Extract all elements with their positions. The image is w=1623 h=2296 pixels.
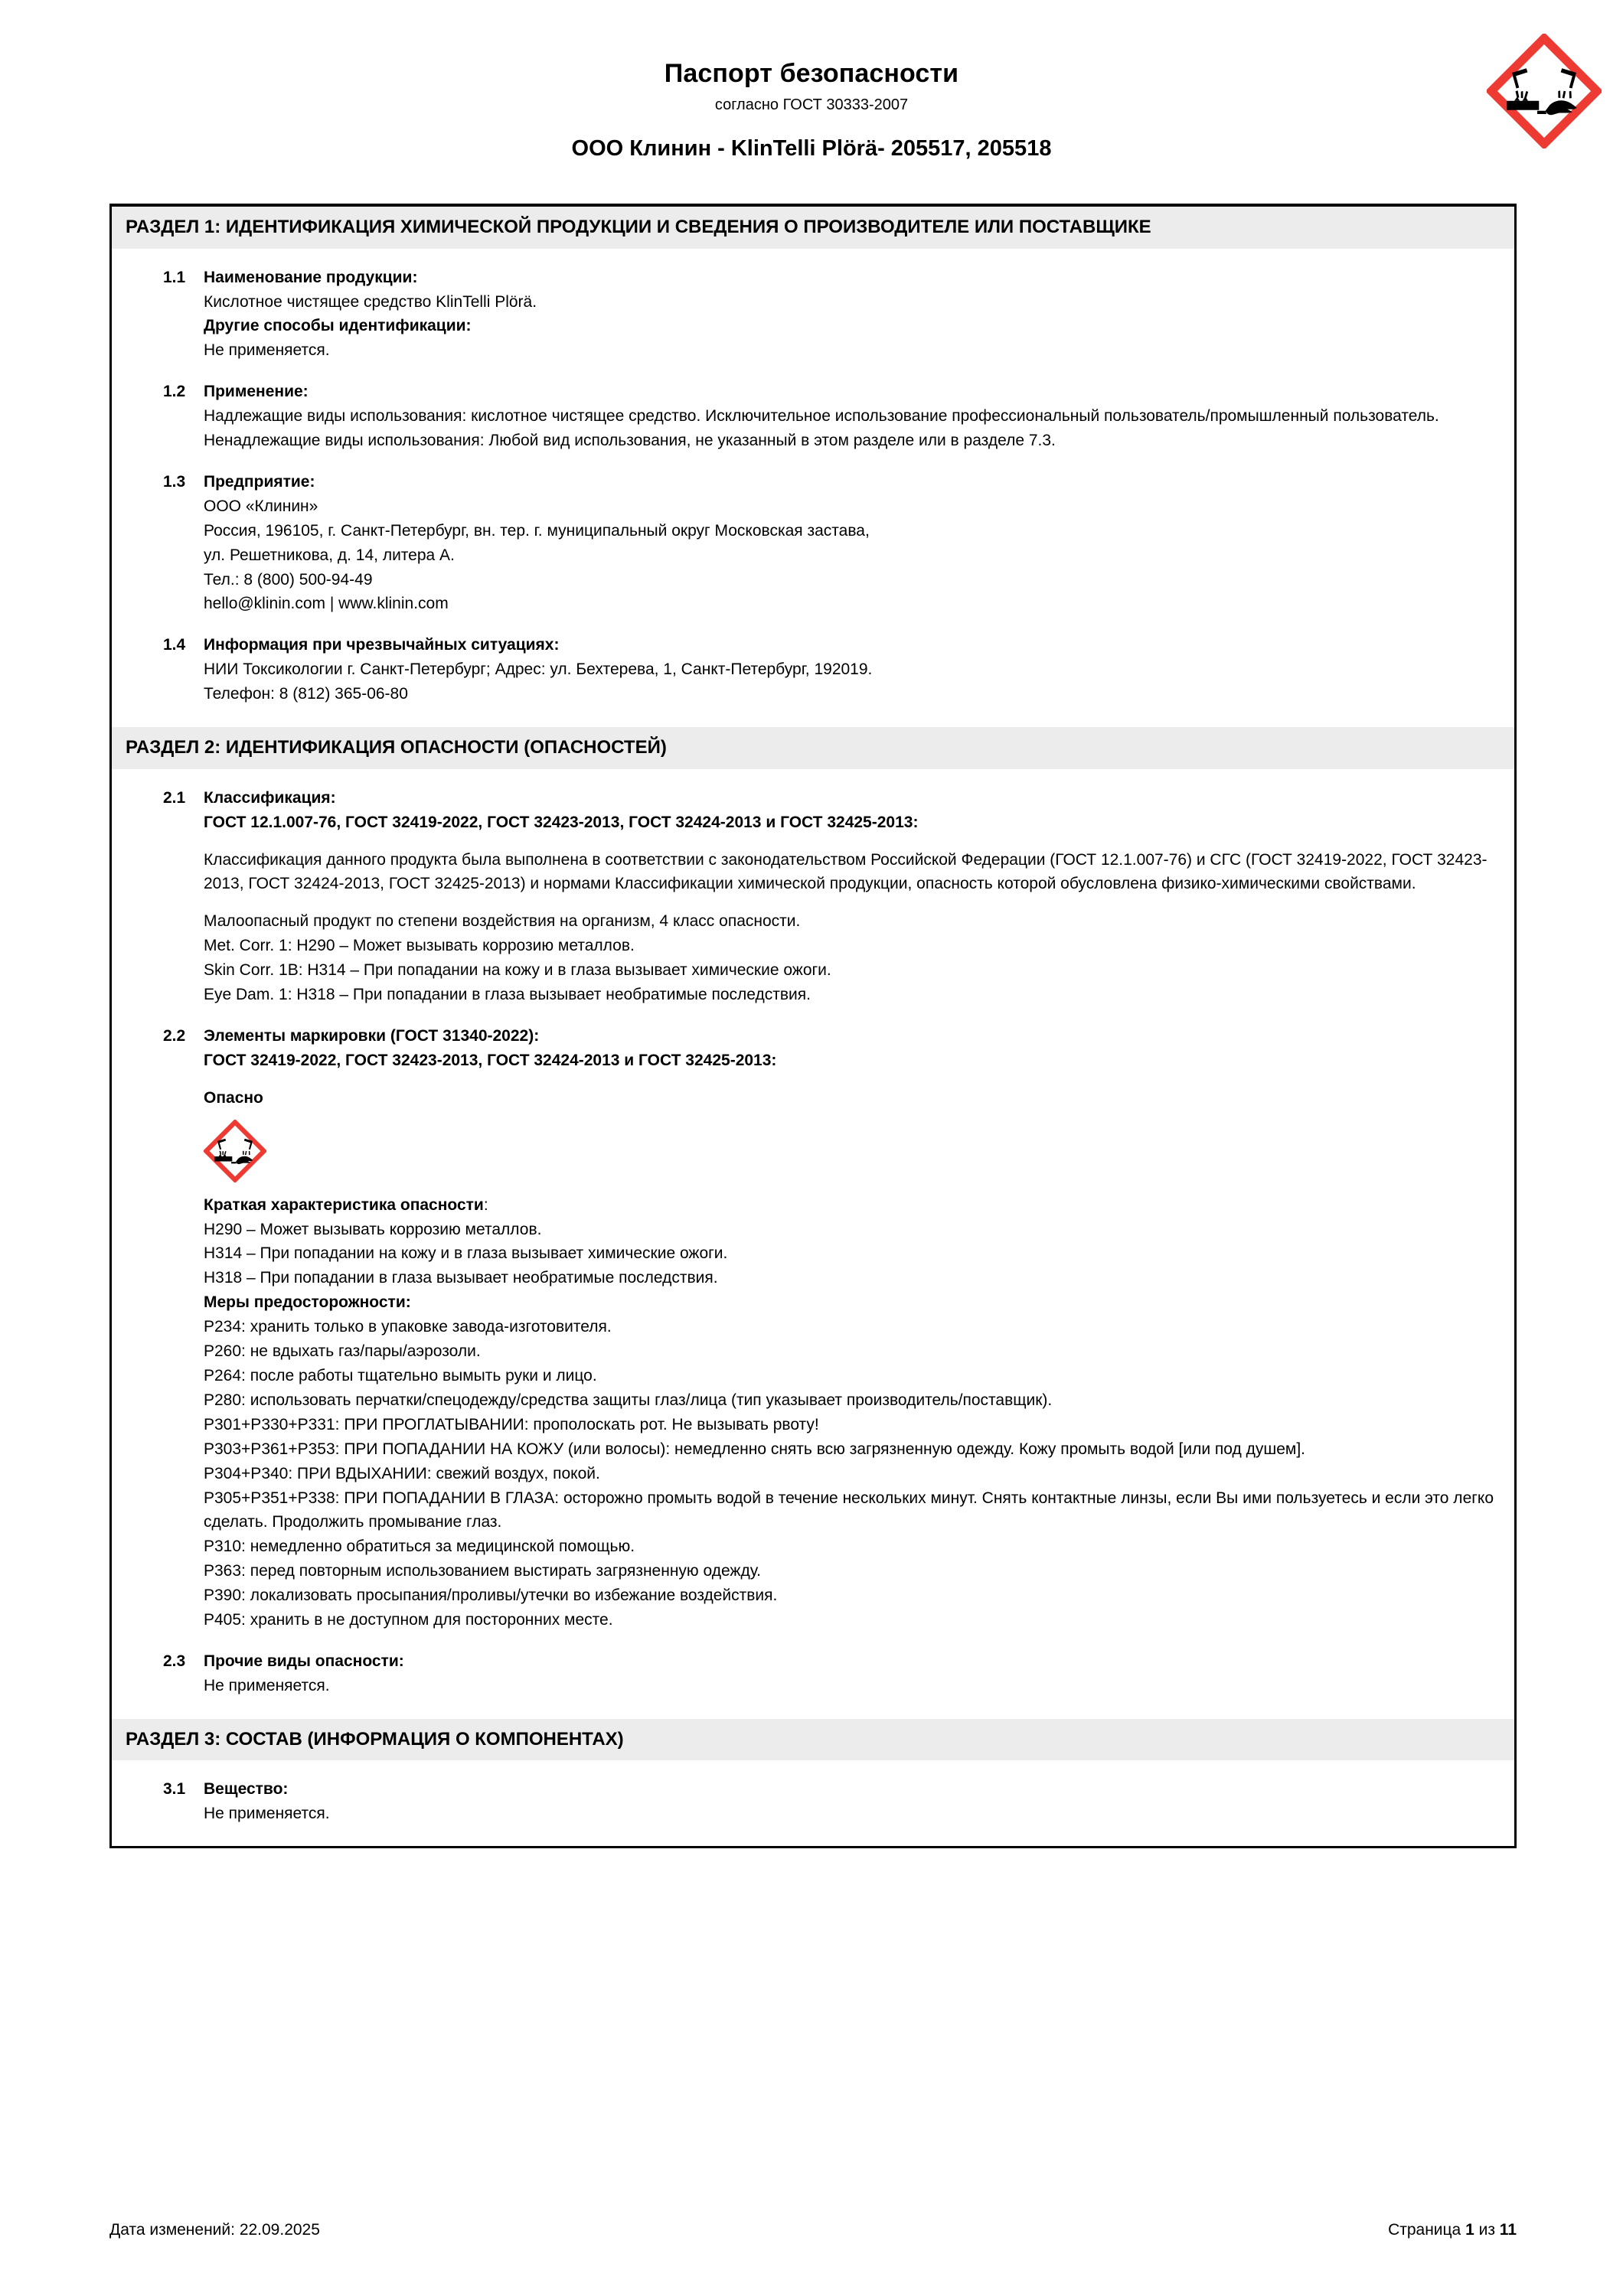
sds-content-frame xyxy=(109,204,1517,1848)
p-statement-item: P363: перед повторным использованием выстирать загрязненную одежду. xyxy=(204,1562,761,1580)
hazard-class-text: Малоопасный продукт по степени воздействия на организм, 4 класс опасности. xyxy=(204,912,801,931)
company-address-line-2: ул. Решетникова, д. 14, литера А. xyxy=(204,546,455,564)
ghs05-corrosion-pictogram xyxy=(204,1120,266,1182)
substance-value: Не применяется. xyxy=(204,1805,330,1823)
p-statement-item: P301+P330+P331: ПРИ ПРОГЛАТЫВАНИИ: прополоскать рот. Не вызывать рвоту! xyxy=(204,1415,819,1433)
entry-1-3 xyxy=(126,453,1501,616)
emergency-phone: Телефон: 8 (812) 365-06-80 xyxy=(204,685,408,703)
company-email-website: hello@klinin.com | www.klinin.com xyxy=(204,595,449,613)
section-body-3 xyxy=(112,1760,1514,1846)
other-identification-label: Другие способы идентификации: xyxy=(204,317,472,335)
hazard-statement-item: Met. Corr. 1: H290 – Может вызывать коррозию металлов. xyxy=(204,937,635,955)
page-indicator xyxy=(1388,2219,1517,2240)
p-statement-item: P310: немедленно обратиться за медицинской помощью. xyxy=(204,1538,635,1556)
use-label: Применение: xyxy=(204,383,309,401)
hazard-summary-heading-colon: : xyxy=(483,1195,488,1214)
entry-number: 3.1 xyxy=(163,1780,186,1799)
company-name: ООО «Клинин» xyxy=(204,497,318,515)
page-footer xyxy=(109,2219,1517,2240)
h-statement-item: H314 – При попадании на кожу и в глаза вызывает химические ожоги. xyxy=(204,1244,728,1263)
other-identification-value: Не применяется. xyxy=(204,341,330,360)
p-statement-item: P260: не вдыхать газ/пары/аэрозоли. xyxy=(204,1342,481,1361)
product-name-value: Кислотное чистящее средство KlinTelli Plörä. xyxy=(204,292,537,311)
page-indicator-current: 1 xyxy=(1465,2221,1474,2239)
company-phone: Тел.: 8 (800) 500-94-49 xyxy=(204,570,373,589)
p-statement-item: P390: локализовать просыпания/проливы/утечки во избежание воздействия. xyxy=(204,1587,778,1605)
revision-date: Дата изменений: 22.09.2025 xyxy=(109,2221,320,2239)
h-statement-item: H318 – При попадании в глаза вызывает необратимые последствия. xyxy=(204,1269,718,1287)
hazard-summary-heading xyxy=(204,1193,1501,1218)
hazard-statement-item: Skin Corr. 1B: H314 – При попадании на кожу и в глаза вызывает химические ожоги. xyxy=(204,961,831,980)
other-hazards-label: Прочие виды опасности: xyxy=(204,1652,404,1670)
other-hazards-value: Не применяется. xyxy=(204,1676,330,1694)
p-statement-item: P304+P340: ПРИ ВДЫХАНИИ: свежий воздух, покой. xyxy=(204,1464,600,1482)
entry-number: 2.3 xyxy=(163,1652,186,1670)
emergency-label: Информация при чрезвычайных ситуациях: xyxy=(204,636,560,654)
company-label: Предприятие: xyxy=(204,472,315,491)
document-standard-subtitle: согласно ГОСТ 30333-2007 xyxy=(714,96,909,114)
entry-number: 1.2 xyxy=(163,383,186,401)
classification-paragraph: Классификация данного продукта была выполнена в соответствии с законодательством Российской Федерации (ГОСТ 12.1.007-76) и СГС (ГОСТ 32419-2022, ГОСТ 32423-2013, ГОСТ 32424-2013, ГОСТ 32425-2013) и нормами Классификации химической продукции, опасность которой обусловлена физико-химическими свойствами. xyxy=(204,850,1487,893)
p-statement-item: P234: хранить только в упаковке завода-изготовителя. xyxy=(204,1318,612,1336)
product-name-label: Наименование продукции: xyxy=(204,268,418,286)
p-statement-item: P305+P351+P338: ПРИ ПОПАДАНИИ В ГЛАЗА: осторожно промыть водой в течение нескольких минут. Снять контактные линзы, если Вы ими пользуетесь и если это легко сделать. Продолжить промывание глаз. xyxy=(204,1489,1494,1531)
document-header xyxy=(0,0,1623,161)
section-body-1 xyxy=(112,249,1514,727)
classification-label: Классификация: xyxy=(204,788,336,807)
entry-1-2 xyxy=(126,363,1501,453)
hazard-summary-heading-text: Краткая характеристика опасности xyxy=(204,1195,484,1214)
entry-2-1 xyxy=(126,769,1501,1007)
section-header-2: РАЗДЕЛ 2: ИДЕНТИФИКАЦИЯ ОПАСНОСТИ (ОПАСНОСТЕЙ) xyxy=(112,726,1514,769)
entry-number: 2.2 xyxy=(163,1026,186,1045)
entry-3-1 xyxy=(126,1760,1501,1826)
section-header-3: РАЗДЕЛ 3: СОСТАВ (ИНФОРМАЦИЯ О КОМПОНЕНТАХ) xyxy=(112,1718,1514,1761)
page-indicator-mid: из xyxy=(1474,2221,1500,2239)
h-statement-item: H290 – Может вызывать коррозию металлов. xyxy=(204,1220,542,1238)
label-elements-standards: ГОСТ 32419-2022, ГОСТ 32423-2013, ГОСТ 32424-2013 и ГОСТ 32425-2013: xyxy=(204,1051,777,1069)
entry-number: 1.4 xyxy=(163,636,186,654)
substance-label: Вещество: xyxy=(204,1780,289,1799)
entry-1-1 xyxy=(126,249,1501,364)
signal-word: Опасно xyxy=(204,1088,263,1107)
entry-1-4 xyxy=(126,616,1501,706)
hazard-statement-item: Eye Dam. 1: H318 – При попадании в глаза вызывает необратимые последствия. xyxy=(204,986,811,1004)
classification-standards: ГОСТ 12.1.007-76, ГОСТ 32419-2022, ГОСТ 32423-2013, ГОСТ 32424-2013 и ГОСТ 32425-2013: xyxy=(204,813,919,831)
entry-number: 1.3 xyxy=(163,472,186,491)
p-statement-item: P303+P361+P353: ПРИ ПОПАДАНИИ НА КОЖУ (или волосы): немедленно снять всю загрязненную одежду. Кожу промыть водой [или под душем]. xyxy=(204,1440,1305,1458)
inappropriate-use-text: Ненадлежащие виды использования: Любой вид использования, не указанный в этом разделе или в разделе 7.3. xyxy=(204,432,1056,450)
entry-number: 1.1 xyxy=(163,268,186,286)
page-indicator-total: 11 xyxy=(1499,2221,1517,2239)
p-statement-item: P264: после работы тщательно вымыть руки и лицо. xyxy=(204,1367,597,1384)
p-statement-item: P405: хранить в не доступном для посторонних месте. xyxy=(204,1611,613,1629)
entry-2-2 xyxy=(126,1007,1501,1632)
entry-number: 2.1 xyxy=(163,788,186,807)
section-header-1: РАЗДЕЛ 1: ИДЕНТИФИКАЦИЯ ХИМИЧЕСКОЙ ПРОДУКЦИИ И СВЕДЕНИЯ О ПРОИЗВОДИТЕЛЕ ИЛИ ПОСТАВЩИКЕ xyxy=(112,207,1514,249)
emergency-institute: НИИ Токсикологии г. Санкт-Петербург; Адрес: ул. Бехтерева, 1, Санкт-Петербург, 192019. xyxy=(204,660,873,679)
page-indicator-prefix: Страница xyxy=(1388,2221,1466,2239)
p-statement-item: P280: использовать перчатки/спецодежду/средства защиты глаз/лица (тип указывает производитель/поставщик). xyxy=(204,1391,1053,1409)
label-elements-label: Элементы маркировки (ГОСТ 31340-2022): xyxy=(204,1026,540,1045)
entry-2-3 xyxy=(126,1632,1501,1698)
company-address-line-1: Россия, 196105, г. Санкт-Петербург, вн. тер. г. муниципальный округ Московская застава, xyxy=(204,521,870,540)
appropriate-use-text: Надлежащие виды использования: кислотное чистящее средство. Исключительное использование профессиональный пользователь/промышленный пользователь. xyxy=(204,407,1439,426)
ghs05-corrosion-pictogram xyxy=(1487,34,1602,148)
precautionary-heading: Меры предосторожности: xyxy=(204,1293,411,1312)
page-title: Паспорт безопасности xyxy=(664,59,959,88)
product-title: ООО Клинин - KlinTelli Plörä- 205517, 205518 xyxy=(571,136,1052,161)
section-body-2 xyxy=(112,769,1514,1718)
